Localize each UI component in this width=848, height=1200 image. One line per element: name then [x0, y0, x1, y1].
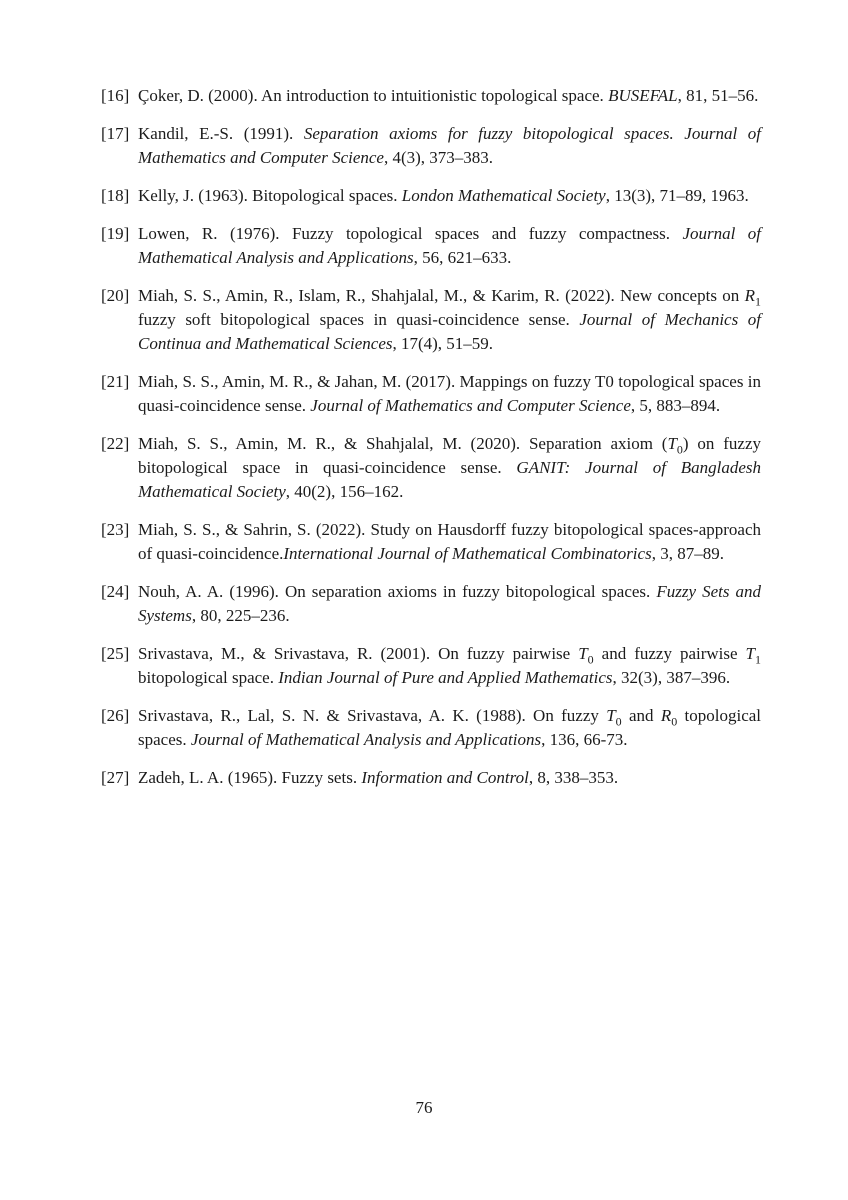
reference-text: Srivastava, R., Lal, S. N. & Srivastava, A. K. (1988). On fuzzy $T_0$ and $R_0$ topological spaces. Journal of Mathematical Analysis and Applications, 136, 66-73. [138, 706, 762, 749]
reference-item [101, 370, 761, 418]
reference-item [101, 184, 761, 208]
reference-number: [19] [101, 224, 130, 243]
references-list [101, 84, 761, 804]
reference-item [101, 432, 761, 504]
reference-number: [26] [101, 706, 130, 725]
reference-text: Miah, S. S., Amin, M. R., & Jahan, M. (2017). Mappings on fuzzy T0 topological spaces in quasi-coincidence sense. Journal of Mathematics and Computer Science, 5, 883–894. [138, 372, 761, 415]
reference-item [101, 704, 761, 752]
reference-number: [23] [101, 520, 130, 539]
reference-text: Miah, S. S., Amin, R., Islam, R., Shahjalal, M., & Karim, R. (2022). New concepts on $R_1$ fuzzy soft bitopological spaces in quasi-coincidence sense. Journal of Mechanics of Continua and Mathematical Sciences, 17(4), 51–59. [138, 286, 762, 353]
reference-number: [16] [101, 86, 130, 105]
reference-text: Zadeh, L. A. (1965). Fuzzy sets. Information and Control, 8, 338–353. [138, 768, 619, 787]
reference-item [101, 642, 761, 690]
reference-number: [27] [101, 768, 130, 787]
reference-number: [20] [101, 286, 130, 305]
reference-text: Kelly, J. (1963). Bitopological spaces. London Mathematical Society, 13(3), 71–89, 1963. [138, 186, 749, 205]
reference-text: Srivastava, M., & Srivastava, R. (2001). On fuzzy pairwise $T_0$ and fuzzy pairwise $T_1$ bitopological space. Indian Journal of Pure and Applied Mathematics, 32(3), 387–396. [138, 644, 762, 687]
reference-text: Miah, S. S., Amin, M. R., & Shahjalal, M. (2020). Separation axiom $(T_0)$ on fuzzy bitopological space in quasi-coincidence sense. GANIT: Journal of Bangladesh Mathematical Society, 40(2), 156–162. [138, 434, 761, 501]
reference-item [101, 766, 761, 790]
reference-text: Lowen, R. (1976). Fuzzy topological spaces and fuzzy compactness. Journal of Mathematical Analysis and Applications, 56, 621–633. [138, 224, 762, 267]
reference-item [101, 580, 761, 628]
reference-text: Kandil, E.-S. (1991). Separation axioms for fuzzy bitopological spaces. Journal of Mathematics and Computer Science, 4(3), 373–383. [138, 124, 762, 167]
reference-number: [24] [101, 582, 130, 601]
reference-text: Çoker, D. (2000). An introduction to intuitionistic topological space. BUSEFAL, 81, 51–56. [138, 86, 759, 105]
reference-item [101, 518, 761, 566]
reference-item [101, 222, 761, 270]
reference-text: Miah, S. S., & Sahrin, S. (2022). Study on Hausdorff fuzzy bitopological spaces-approach of quasi-coincidence.International Journal of Mathematical Combinatorics, 3, 87–89. [138, 520, 761, 563]
reference-number: [17] [101, 124, 130, 143]
reference-item [101, 122, 761, 170]
reference-item [101, 284, 761, 356]
reference-number: [22] [101, 434, 130, 453]
reference-number: [25] [101, 644, 130, 663]
reference-text: Nouh, A. A. (1996). On separation axioms in fuzzy bitopological spaces. Fuzzy Sets and Systems, 80, 225–236. [138, 582, 762, 625]
reference-number: [21] [101, 372, 130, 391]
page-number: 76 [415, 1098, 433, 1117]
reference-item [101, 84, 761, 108]
reference-number: [18] [101, 186, 130, 205]
